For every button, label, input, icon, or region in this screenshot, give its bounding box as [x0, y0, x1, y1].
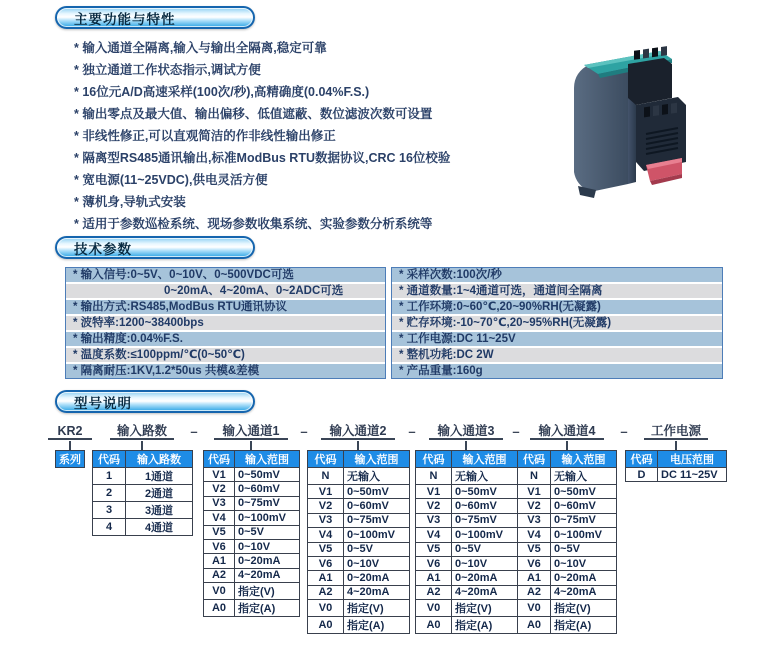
table-cell: 0~20mA	[452, 571, 518, 585]
table-cell: DC 11~25V	[658, 468, 727, 482]
section-title-tech: 技术参数	[74, 241, 132, 257]
table-cell: 0~50mV	[551, 485, 617, 499]
table-cell: N	[416, 468, 452, 485]
table-cell: V6	[204, 539, 235, 553]
feature-item: * 适用于参数巡检系统、现场参数收集系统、实验参数分析系统等	[74, 217, 433, 231]
tech-param-row: * 工作环境:0~60℃,20~90%RH(无凝露)	[392, 300, 722, 314]
dash-separator: –	[512, 424, 520, 439]
table-cell: 0~50mV	[344, 485, 410, 499]
feature-list	[74, 37, 554, 235]
dash-separator: –	[190, 424, 198, 439]
table-header-row	[56, 451, 85, 468]
tech-param-row: * 通道数量:1~4通道可选，通道间全隔离	[392, 284, 722, 298]
table-cell: 无输入	[344, 468, 410, 485]
table-row	[518, 468, 617, 485]
dash-separator: –	[300, 424, 308, 439]
tech-param-row: * 贮存环境:-10~70℃,20~95%RH(无凝露)	[392, 316, 722, 330]
table-cell: 0~75mV	[235, 496, 300, 510]
table-row	[308, 556, 410, 570]
table-cell: 0~5V	[452, 542, 518, 556]
table-cell: V5	[518, 542, 551, 556]
table-cell: V4	[204, 511, 235, 525]
feature-item: * 输入通道全隔离,输入与输出全隔离,稳定可靠	[74, 41, 327, 55]
table-row	[308, 528, 410, 542]
dash-separator: –	[408, 424, 416, 439]
table-header-row	[93, 451, 193, 468]
table-row	[308, 617, 410, 634]
tech-param-row: * 隔离耐压:1KV,1.2*50us 共模&差模	[66, 364, 385, 378]
table-cell: N	[518, 468, 551, 485]
connector-line	[465, 441, 467, 450]
table-cell: 0~100mV	[235, 511, 300, 525]
table-cell: 0~100mV	[551, 528, 617, 542]
table-header-row	[204, 451, 300, 468]
table-row	[518, 485, 617, 499]
connector-line	[357, 441, 359, 450]
model-series-code: KR2	[48, 424, 92, 440]
table-cell: V1	[308, 485, 344, 499]
model-label-ch1: 输入通道1	[214, 424, 288, 440]
table-cell: A1	[204, 554, 235, 568]
table-cell: V0	[204, 583, 235, 600]
table-cell: N	[308, 468, 344, 485]
table-cell: V4	[416, 528, 452, 542]
table-cell: V1	[204, 468, 235, 482]
column-header: 代码	[626, 451, 658, 468]
model-table-series	[55, 450, 85, 468]
table-cell: 0~50mV	[452, 485, 518, 499]
table-cell: V5	[204, 525, 235, 539]
table-cell: A0	[518, 617, 551, 634]
table-cell: A1	[518, 571, 551, 585]
table-row	[416, 556, 518, 570]
table-row	[204, 600, 300, 617]
table-cell: 0~100mV	[344, 528, 410, 542]
table-cell: 指定(A)	[452, 617, 518, 634]
table-cell: 指定(V)	[551, 600, 617, 617]
feature-item: * 独立通道工作状态指示,调试方便	[74, 63, 261, 77]
section-title-pill-features	[55, 6, 255, 29]
table-cell: V5	[308, 542, 344, 556]
table-row	[204, 468, 300, 482]
model-label-power: 工作电源	[644, 424, 708, 440]
feature-item: * 非线性修正,可以直观简洁的作非线性输出修正	[74, 129, 336, 143]
table-cell: A1	[416, 571, 452, 585]
table-cell: V3	[308, 513, 344, 527]
table-row	[308, 542, 410, 556]
table-row	[518, 617, 617, 634]
table-row	[204, 583, 300, 600]
table-cell: 2通道	[126, 485, 193, 502]
table-row	[308, 571, 410, 585]
table-row	[518, 542, 617, 556]
table-row	[518, 513, 617, 527]
table-header-row	[308, 451, 410, 468]
table-row	[204, 511, 300, 525]
tech-param-row: 0~20mA、4~20mA、0~2ADC可选	[66, 284, 385, 298]
table-cell: 0~75mV	[344, 513, 410, 527]
table-cell: A2	[308, 585, 344, 599]
column-header: 输入范围	[235, 451, 300, 468]
tech-param-row: * 输出方式:RS485,ModBus RTU通讯协议	[66, 300, 385, 314]
table-cell: 0~5V	[551, 542, 617, 556]
table-row	[93, 468, 193, 485]
tech-param-row: * 整机功耗:DC 2W	[392, 348, 722, 362]
table-cell: V1	[518, 485, 551, 499]
connector-line	[250, 441, 252, 450]
table-cell: A2	[518, 585, 551, 599]
connector-line	[566, 441, 568, 450]
table-cell: 0~75mV	[551, 513, 617, 527]
tech-params-left-column	[65, 267, 386, 379]
table-cell: 指定(A)	[344, 617, 410, 634]
table-row	[204, 482, 300, 496]
table-cell: A2	[204, 568, 235, 582]
model-table-channel3	[415, 450, 518, 634]
table-cell: D	[626, 468, 658, 482]
table-cell: V3	[416, 513, 452, 527]
tech-param-row: * 输出精度:0.04%F.S.	[66, 332, 385, 346]
table-row	[518, 585, 617, 599]
table-cell: 指定(V)	[452, 600, 518, 617]
tech-param-row: * 产品重量:160g	[392, 364, 722, 378]
column-header: 输入路数	[126, 451, 193, 468]
table-cell: 0~60mV	[452, 499, 518, 513]
table-cell: 指定(A)	[235, 600, 300, 617]
section-title-model: 型号说明	[74, 395, 132, 411]
table-cell: 0~10V	[235, 539, 300, 553]
table-row	[416, 528, 518, 542]
table-row	[308, 499, 410, 513]
product-photo-din-module	[540, 34, 772, 202]
table-cell: 0~5V	[344, 542, 410, 556]
table-cell: 4~20mA	[235, 568, 300, 582]
table-row	[626, 468, 727, 482]
model-table-channel4	[517, 450, 617, 634]
table-row	[204, 525, 300, 539]
table-row	[204, 554, 300, 568]
dash-separator: –	[620, 424, 628, 439]
table-row	[416, 485, 518, 499]
table-row	[416, 542, 518, 556]
table-cell: V5	[416, 542, 452, 556]
feature-item: * 隔离型RS485通讯输出,标准ModBus RTU数据协议,CRC 16位校验	[74, 151, 451, 165]
model-table-routes	[92, 450, 193, 536]
column-header: 代码	[518, 451, 551, 468]
table-cell: 3通道	[126, 502, 193, 519]
table-cell: 2	[93, 485, 126, 502]
table-cell: V2	[416, 499, 452, 513]
column-header: 输入范围	[344, 451, 410, 468]
column-header: 系列	[56, 451, 85, 468]
table-row	[308, 513, 410, 527]
table-row	[204, 496, 300, 510]
model-label-ch4: 输入通道4	[530, 424, 604, 440]
table-row	[416, 571, 518, 585]
din-module-illustration	[540, 34, 772, 202]
table-row	[416, 468, 518, 485]
table-row	[93, 519, 193, 536]
model-table-power	[625, 450, 727, 482]
table-cell: 0~10V	[551, 556, 617, 570]
column-header: 输入范围	[452, 451, 518, 468]
table-cell: V4	[518, 528, 551, 542]
table-cell: A0	[416, 617, 452, 634]
table-cell: 4~20mA	[344, 585, 410, 599]
table-cell: A2	[416, 585, 452, 599]
column-header: 代码	[308, 451, 344, 468]
table-cell: V2	[308, 499, 344, 513]
table-cell: 0~5V	[235, 525, 300, 539]
table-cell: A1	[308, 571, 344, 585]
column-header: 电压范围	[658, 451, 727, 468]
table-cell: 4~20mA	[452, 585, 518, 599]
column-header: 代码	[93, 451, 126, 468]
section-title-features: 主要功能与特性	[74, 11, 176, 27]
table-row	[416, 585, 518, 599]
connector-line	[69, 441, 71, 450]
table-cell: V1	[416, 485, 452, 499]
column-header: 代码	[416, 451, 452, 468]
feature-item: * 宽电源(11~25VDC),供电灵活方便	[74, 173, 268, 187]
table-row	[416, 617, 518, 634]
table-row	[416, 600, 518, 617]
table-cell: 无输入	[551, 468, 617, 485]
table-row	[416, 513, 518, 527]
table-cell: 指定(V)	[344, 600, 410, 617]
table-cell: 3	[93, 502, 126, 519]
table-row	[93, 485, 193, 502]
table-cell: A0	[204, 600, 235, 617]
table-cell: 0~10V	[452, 556, 518, 570]
tech-param-row: * 温度系数:≤100ppm/℃(0~50℃)	[66, 348, 385, 362]
table-cell: 1通道	[126, 468, 193, 485]
feature-item: * 16位元A/D高速采样(100次/秒),高精确度(0.04%F.S.)	[74, 85, 370, 99]
model-label-ch2: 输入通道2	[321, 424, 395, 440]
table-row	[416, 499, 518, 513]
table-row	[204, 568, 300, 582]
section-title-pill-model	[55, 390, 255, 413]
feature-item: * 薄机身,导轨式安装	[74, 195, 186, 209]
table-header-row	[626, 451, 727, 468]
tech-param-row: * 输入信号:0~5V、0~10V、0~500VDC可选	[66, 268, 385, 282]
table-row	[204, 539, 300, 553]
table-row	[308, 468, 410, 485]
table-cell: 0~50mV	[235, 468, 300, 482]
table-cell: V0	[416, 600, 452, 617]
table-cell: V3	[204, 496, 235, 510]
table-row	[308, 585, 410, 599]
table-cell: 0~60mV	[551, 499, 617, 513]
table-cell: 0~20mA	[551, 571, 617, 585]
table-cell: 4通道	[126, 519, 193, 536]
table-row	[93, 502, 193, 519]
model-label-routes: 输入路数	[110, 424, 174, 440]
table-cell: 0~60mV	[235, 482, 300, 496]
table-cell: 指定(V)	[235, 583, 300, 600]
connector-line	[141, 441, 143, 450]
table-header-row	[416, 451, 518, 468]
table-cell: V4	[308, 528, 344, 542]
table-cell: V3	[518, 513, 551, 527]
table-cell: 0~20mA	[235, 554, 300, 568]
table-cell: V6	[416, 556, 452, 570]
tech-params-right-column	[391, 267, 723, 379]
table-cell: 0~75mV	[452, 513, 518, 527]
table-cell: V2	[518, 499, 551, 513]
tech-param-row: * 采样次数:100次/秒	[392, 268, 722, 282]
connector-line	[675, 441, 677, 450]
model-table-channel2	[307, 450, 410, 634]
table-row	[518, 499, 617, 513]
table-cell: 1	[93, 468, 126, 485]
table-cell: 0~10V	[344, 556, 410, 570]
column-header: 输入范围	[551, 451, 617, 468]
table-cell: 指定(A)	[551, 617, 617, 634]
tech-param-row: * 波特率:1200~38400bps	[66, 316, 385, 330]
model-label-ch3: 输入通道3	[429, 424, 503, 440]
table-row	[518, 556, 617, 570]
column-header: 代码	[204, 451, 235, 468]
section-title-pill-tech	[55, 236, 255, 259]
table-cell: V0	[518, 600, 551, 617]
table-cell: 0~100mV	[452, 528, 518, 542]
table-row	[518, 600, 617, 617]
table-cell: V2	[204, 482, 235, 496]
table-cell: 0~60mV	[344, 499, 410, 513]
table-row	[308, 485, 410, 499]
feature-item: * 输出零点及最大值、输出偏移、低值遮蔽、数位滤波次数可设置	[74, 107, 433, 121]
table-cell: A0	[308, 617, 344, 634]
table-cell: 0~20mA	[344, 571, 410, 585]
tech-param-row: * 工作电源:DC 11~25V	[392, 332, 722, 346]
table-cell: 4	[93, 519, 126, 536]
table-cell: V0	[308, 600, 344, 617]
table-cell: 无输入	[452, 468, 518, 485]
table-row	[518, 528, 617, 542]
table-cell: V6	[518, 556, 551, 570]
model-table-channel1	[203, 450, 300, 617]
table-header-row	[518, 451, 617, 468]
table-row	[518, 571, 617, 585]
table-cell: 4~20mA	[551, 585, 617, 599]
table-row	[308, 600, 410, 617]
table-cell: V6	[308, 556, 344, 570]
